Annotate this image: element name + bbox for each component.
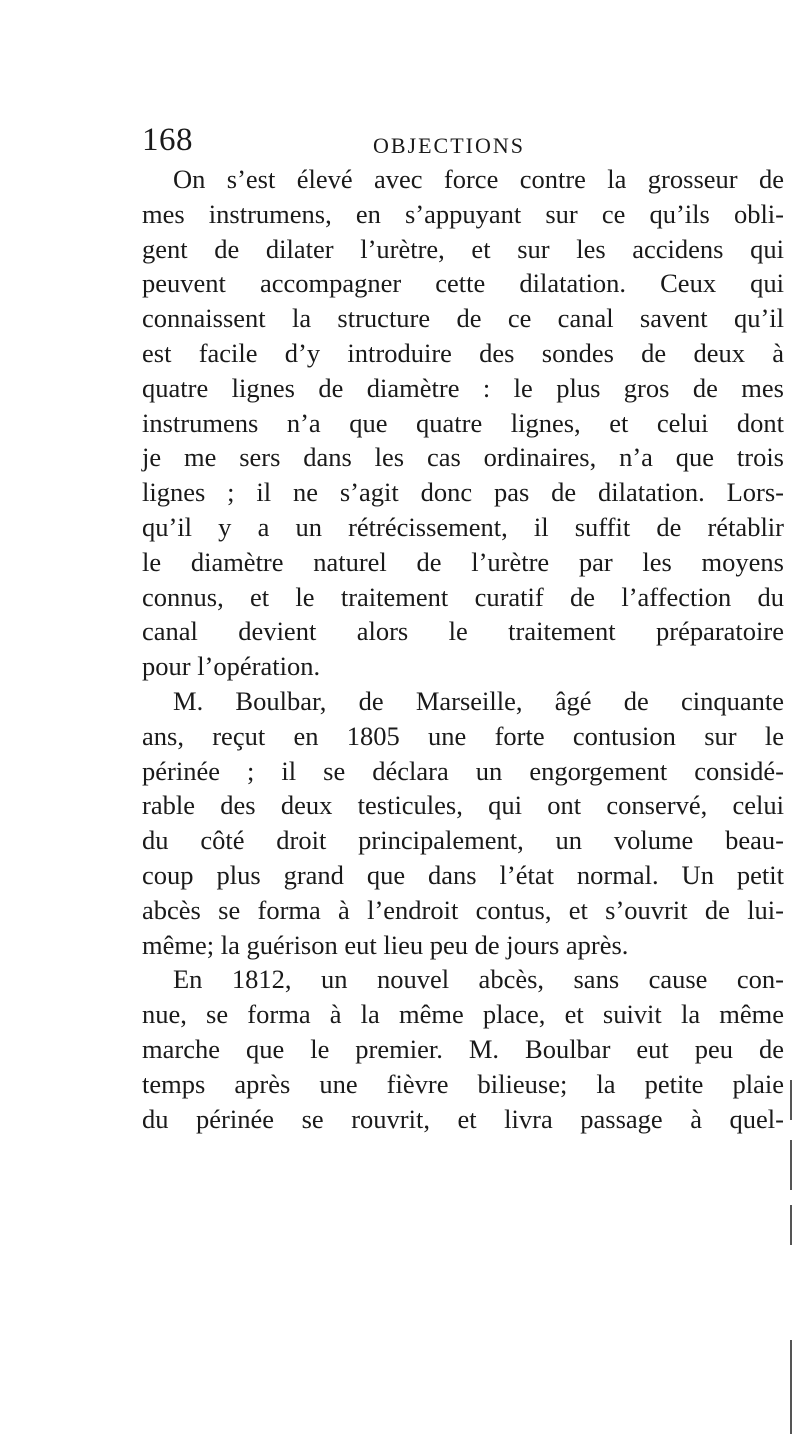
text-line: En 1812, un nouvel abcès, sans cause con- bbox=[173, 964, 784, 995]
page-edge-mark bbox=[790, 1080, 792, 1120]
text-line: le diamètre naturel de l’urètre par les moyens bbox=[142, 546, 784, 577]
text-line: peuvent accompagner cette dilatation. Ceux qui bbox=[142, 268, 784, 299]
text-line: On s’est élevé avec force contre la grosseur de bbox=[173, 164, 784, 194]
text-line: du périnée se rouvrit, et livra passage à quel- bbox=[142, 1103, 784, 1134]
page-header bbox=[142, 122, 702, 162]
text-line: ans, reçut en 1805 une forte contusion sur le bbox=[142, 720, 784, 751]
running-head: OBJECTIONS bbox=[373, 133, 526, 158]
text-line: qu’il y a un rétrécissement, il suffit de rétablir bbox=[142, 511, 784, 542]
text-line: marche que le premier. M. Boulbar eut peu de bbox=[142, 1033, 784, 1064]
text-line: gent de dilater l’urètre, et sur les accidens qui bbox=[142, 233, 784, 264]
text-line: rable des deux testicules, qui ont conservé, celui bbox=[142, 790, 784, 821]
page-edge-mark bbox=[790, 1140, 792, 1190]
text-line: pour l’opération. bbox=[142, 651, 321, 682]
text-line: M. Boulbar, de Marseille, âgé de cinquante bbox=[173, 685, 784, 716]
page-number: 168 bbox=[142, 122, 193, 158]
text-line: mes instrumens, en s’appuyant sur ce qu’ils obli- bbox=[142, 198, 784, 229]
text-line: coup plus grand que dans l’état normal. Un petit bbox=[142, 859, 784, 890]
text-line: nue, se forma à la même place, et suivit la même bbox=[142, 999, 784, 1030]
text-line: canal devient alors le traitement préparatoire bbox=[142, 616, 784, 647]
text-line: lignes ; il ne s’agit donc pas de dilatation. Lors- bbox=[142, 477, 784, 508]
text-line: est facile d’y introduire des sondes de deux à bbox=[142, 337, 784, 368]
page-edge-mark bbox=[790, 1205, 792, 1245]
text-line: connaissent la structure de ce canal savent qu’il bbox=[142, 303, 784, 334]
text-line: instrumens n’a que quatre lignes, et celui dont bbox=[142, 407, 784, 438]
text-line: périnée ; il se déclara un engorgement considé- bbox=[142, 755, 784, 786]
text-line: temps après une fièvre bilieuse; la petite plaie bbox=[142, 1068, 784, 1099]
text-line: du côté droit principalement, un volume beau- bbox=[142, 825, 784, 856]
page-edge-mark bbox=[790, 1340, 792, 1434]
text-line: connus, et le traitement curatif de l’affection du bbox=[142, 581, 784, 612]
text-line: même; la guérison eut lieu peu de jours après. bbox=[142, 929, 629, 960]
text-line: quatre lignes de diamètre : le plus gros de mes bbox=[142, 372, 784, 403]
text-line: je me sers dans les cas ordinaires, n’a que trois bbox=[142, 442, 784, 473]
text-line: abcès se forma à l’endroit contus, et s’ouvrit de lui- bbox=[142, 894, 784, 925]
body-text bbox=[142, 162, 784, 1136]
